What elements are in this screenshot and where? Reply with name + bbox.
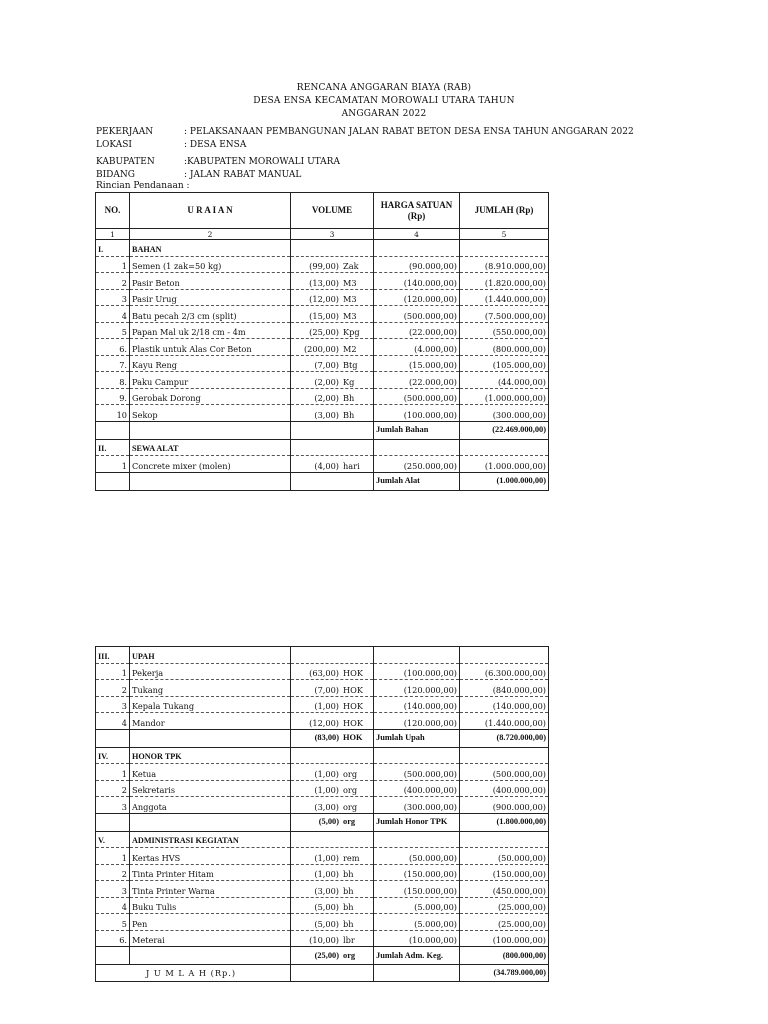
volume-unit: Bh: [343, 409, 355, 420]
empty-cell: [460, 747, 549, 764]
volume-unit: M3: [343, 310, 357, 321]
section-total-label: Jumlah Honor TPK: [374, 813, 460, 831]
column-index: 5: [460, 229, 549, 240]
item-name: Anggota: [130, 797, 291, 814]
item-name: Kayu Reng: [130, 355, 291, 372]
header-volume: VOLUME: [291, 193, 374, 229]
volume-unit: Zak: [343, 261, 359, 271]
item-volume: [291, 355, 374, 372]
total-volume-unit: org: [343, 817, 356, 826]
table-row: [96, 339, 549, 356]
section-total-row: [96, 729, 549, 747]
table-row: [96, 764, 549, 781]
item-total: (1.440.000,00): [460, 289, 549, 306]
item-total: (7.500.000,00): [460, 306, 549, 323]
table-row: [96, 405, 549, 422]
volume-unit: bh: [343, 902, 354, 912]
item-volume: [291, 339, 374, 356]
item-name: Meterai: [130, 930, 291, 947]
section-header-row: [96, 647, 549, 664]
item-total: (50.000,00): [460, 848, 549, 865]
volume-value: (99,00): [309, 261, 339, 271]
section-total-row: [96, 947, 549, 965]
item-volume: [291, 764, 374, 781]
item-volume: [291, 780, 374, 797]
item-total: (140.000,00): [460, 696, 549, 713]
volume-unit: M3: [343, 294, 357, 304]
table-row: [96, 355, 549, 372]
item-name: Mandor: [130, 713, 291, 730]
section-number: IV.: [96, 747, 130, 764]
section-total-volume: [291, 472, 374, 490]
item-number: 2: [96, 273, 130, 290]
section-header-row: [96, 747, 549, 764]
empty-cell: [96, 472, 130, 490]
info-label: PEKERJAAN: [96, 127, 154, 137]
item-number: 1: [96, 256, 130, 273]
item-unit-price: (120.000,00): [374, 289, 460, 306]
section-title: BAHAN: [130, 240, 291, 257]
item-total: (6.300.000,00): [460, 663, 549, 680]
item-number: 1: [96, 764, 130, 781]
grand-total-empty: [374, 965, 460, 982]
empty-cell: [374, 240, 460, 257]
item-volume: [291, 456, 374, 473]
item-name: Pasir Beton: [130, 273, 291, 290]
total-volume-value: (83,00): [314, 733, 339, 742]
section-title: UPAH: [130, 647, 291, 664]
item-volume: [291, 256, 374, 273]
document-subtitle: DESA ENSA KECAMATAN MOROWALI UTARA TAHUN: [253, 96, 515, 106]
section-total-row: [96, 472, 549, 490]
section-total-volume: [291, 729, 374, 747]
section-title: ADMINISTRASI KEGIATAN: [130, 831, 291, 848]
item-volume: [291, 696, 374, 713]
section-total-value: (1.000.000,00): [460, 472, 549, 490]
section-number: III.: [96, 647, 130, 664]
total-volume-value: (25,00): [314, 950, 339, 960]
section-total-volume: [291, 947, 374, 965]
item-unit-price: (500.000,00): [374, 764, 460, 781]
volume-value: (1,00): [314, 701, 339, 711]
item-unit-price: (10.000,00): [374, 930, 460, 947]
empty-cell: [460, 831, 549, 848]
item-volume: [291, 405, 374, 422]
info-label: KABUPATEN: [96, 157, 155, 167]
table-row: [96, 289, 549, 306]
empty-cell: [291, 240, 374, 257]
item-unit-price: (140.000,00): [374, 696, 460, 713]
item-number: 1: [96, 663, 130, 680]
item-name: Ketua: [130, 764, 291, 781]
item-number: 4: [96, 897, 130, 914]
item-total: (1.000.000,00): [460, 388, 549, 405]
item-number: 2: [96, 680, 130, 697]
item-unit-price: (4.000,00): [374, 339, 460, 356]
item-volume: [291, 881, 374, 898]
volume-unit: org: [343, 785, 358, 795]
section-total-label: Jumlah Bahan: [374, 421, 460, 439]
item-volume: [291, 273, 374, 290]
info-label: Rincian Pendanaan: [96, 181, 184, 191]
empty-cell: [130, 813, 291, 831]
item-volume: [291, 848, 374, 865]
item-number: 7.: [96, 355, 130, 372]
item-unit-price: (150.000,00): [374, 864, 460, 881]
empty-cell: [96, 729, 130, 747]
empty-cell: [291, 647, 374, 664]
item-number: 3: [96, 696, 130, 713]
volume-value: (2,00): [314, 393, 339, 403]
volume-value: (3,00): [314, 801, 339, 812]
info-label: BIDANG: [96, 170, 135, 180]
section-total-volume: [291, 813, 374, 831]
item-name: Gerobak Dorong: [130, 388, 291, 405]
total-volume-unit: org: [343, 950, 356, 960]
info-value: : JALAN RABAT MANUAL: [184, 170, 302, 180]
grand-total-value: (34.789.000,00): [460, 965, 549, 982]
empty-cell: [96, 421, 130, 439]
empty-cell: [460, 439, 549, 456]
item-total: (105.000,00): [460, 355, 549, 372]
empty-cell: [96, 947, 130, 965]
item-unit-price: (90.000,00): [374, 256, 460, 273]
item-number: 8.: [96, 372, 130, 389]
item-number: 3: [96, 881, 130, 898]
volume-unit: Bh: [343, 393, 355, 403]
info-value: : PELAKSANAAN PEMBANGUNAN JALAN RABAT BETON DESA ENSA TAHUN ANGGARAN 2022: [184, 127, 634, 137]
table-row: [96, 696, 549, 713]
section-total-value: (800.000,00): [460, 947, 549, 965]
rab-table-part2: [95, 646, 549, 982]
item-total: (8.910.000,00): [460, 256, 549, 273]
item-volume: [291, 322, 374, 339]
empty-cell: [460, 647, 549, 664]
empty-cell: [130, 947, 291, 965]
section-header-row: [96, 439, 549, 456]
empty-cell: [130, 729, 291, 747]
item-total: (400.000,00): [460, 780, 549, 797]
item-unit-price: (15.000,00): [374, 355, 460, 372]
item-number: 6.: [96, 339, 130, 356]
item-volume: [291, 663, 374, 680]
volume-value: (1,00): [314, 785, 339, 795]
table-row: [96, 914, 549, 931]
info-lokasi: [96, 140, 246, 150]
item-volume: [291, 372, 374, 389]
info-label: LOKASI: [96, 140, 132, 150]
item-number: 10: [96, 405, 130, 422]
document-title: RENCANA ANGGARAN BIAYA (RAB): [296, 83, 472, 93]
volume-value: (2,00): [314, 376, 339, 387]
item-number: 5: [96, 914, 130, 931]
item-name: Paku Campur: [130, 372, 291, 389]
item-total: (44.000,00): [460, 372, 549, 389]
empty-cell: [374, 831, 460, 848]
empty-cell: [291, 747, 374, 764]
section-title: HONOR TPK: [130, 747, 291, 764]
volume-unit: HOK: [343, 717, 363, 728]
item-name: Tukang: [130, 680, 291, 697]
info-pekerjaan: [96, 127, 634, 137]
table-row: [96, 797, 549, 814]
volume-value: (10,00): [309, 935, 339, 945]
item-unit-price: (100.000,00): [374, 663, 460, 680]
section-total-value: (8.720.000,00): [460, 729, 549, 747]
section-title: SEWA ALAT: [130, 439, 291, 456]
item-volume: [291, 797, 374, 814]
volume-value: (1,00): [314, 852, 339, 863]
section-total-volume: [291, 421, 374, 439]
volume-value: (3,00): [314, 409, 339, 420]
item-name: Tinta Printer Hitam: [130, 864, 291, 881]
empty-cell: [96, 813, 130, 831]
table-row: [96, 322, 549, 339]
volume-unit: M2: [343, 343, 357, 354]
volume-value: (5,00): [314, 918, 339, 929]
volume-unit: hari: [343, 460, 360, 471]
info-rincian: [96, 181, 190, 191]
volume-unit: org: [343, 801, 358, 812]
item-name: Buku Tulis: [130, 897, 291, 914]
column-index: 1: [96, 229, 130, 240]
item-unit-price: (22.000,00): [374, 322, 460, 339]
item-unit-price: (500.000,00): [374, 306, 460, 323]
volume-value: (15,00): [309, 310, 339, 321]
grand-total-label: J U M L A H (Rp.): [96, 965, 291, 982]
volume-value: (5,00): [314, 902, 339, 912]
table-row: [96, 663, 549, 680]
item-total: (450.000,00): [460, 881, 549, 898]
table-row: [96, 897, 549, 914]
table-header-row: [96, 193, 549, 229]
item-unit-price: (500.000,00): [374, 388, 460, 405]
item-unit-price: (150.000,00): [374, 881, 460, 898]
empty-cell: [374, 439, 460, 456]
item-name: Kertas HVS: [130, 848, 291, 865]
volume-value: (7,00): [314, 360, 339, 370]
volume-unit: HOK: [343, 684, 363, 695]
table-row: [96, 388, 549, 405]
volume-unit: rem: [343, 852, 360, 863]
table-row: [96, 881, 549, 898]
section-total-label: Jumlah Alat: [374, 472, 460, 490]
item-name: Concrete mixer (molen): [130, 456, 291, 473]
total-volume-value: (5,00): [318, 817, 339, 826]
column-index: 3: [291, 229, 374, 240]
volume-unit: lbr: [343, 935, 355, 945]
item-volume: [291, 864, 374, 881]
item-unit-price: (250.000,00): [374, 456, 460, 473]
item-name: Sekop: [130, 405, 291, 422]
item-name: Semen (1 zak=50 kg): [130, 256, 291, 273]
empty-cell: [130, 421, 291, 439]
volume-value: (200,00): [303, 343, 339, 354]
table-row: [96, 864, 549, 881]
item-total: (900.000,00): [460, 797, 549, 814]
section-total-row: [96, 813, 549, 831]
volume-value: (4,00): [314, 460, 339, 471]
item-number: 3: [96, 289, 130, 306]
volume-unit: Kg: [343, 376, 355, 387]
item-volume: [291, 897, 374, 914]
header-harga: HARGA SATUAN (Rp): [374, 193, 460, 229]
item-number: 4: [96, 713, 130, 730]
volume-value: (1,00): [314, 869, 339, 879]
section-number: II.: [96, 439, 130, 456]
item-name: Sekretaris: [130, 780, 291, 797]
volume-unit: Btg: [343, 360, 358, 370]
table-row: [96, 372, 549, 389]
item-total: (300.000,00): [460, 405, 549, 422]
section-number: I.: [96, 240, 130, 257]
item-unit-price: (50.000,00): [374, 848, 460, 865]
item-number: 5: [96, 322, 130, 339]
item-total: (25.000,00): [460, 897, 549, 914]
info-kabupaten: [96, 157, 340, 167]
info-value: : DESA ENSA: [184, 140, 247, 150]
volume-value: (12,00): [309, 294, 339, 304]
item-unit-price: (22.000,00): [374, 372, 460, 389]
volume-unit: bh: [343, 885, 354, 896]
grand-total-empty: [291, 965, 374, 982]
table-row: [96, 713, 549, 730]
item-name: Tinta Printer Warna: [130, 881, 291, 898]
item-number: 2: [96, 864, 130, 881]
item-name: Kepala Tukang: [130, 696, 291, 713]
item-unit-price: (100.000,00): [374, 405, 460, 422]
info-value: :KABUPATEN MOROWALI UTARA: [184, 157, 340, 167]
item-name: Batu pecah 2/3 cm (split): [130, 306, 291, 323]
item-name: Papan Mal uk 2/18 cm - 4m: [130, 322, 291, 339]
volume-unit: M3: [343, 277, 357, 288]
item-volume: [291, 914, 374, 931]
item-unit-price: (5.000,00): [374, 914, 460, 931]
table-row: [96, 780, 549, 797]
section-header-row: [96, 240, 549, 257]
section-header-row: [96, 831, 549, 848]
volume-unit: HOK: [343, 668, 363, 678]
volume-value: (1,00): [314, 768, 339, 779]
header-jumlah: JUMLAH (Rp): [460, 193, 549, 229]
item-number: 1: [96, 848, 130, 865]
volume-unit: Kpg: [343, 327, 360, 337]
rab-table-part1: [95, 192, 549, 491]
header-no: NO.: [96, 193, 130, 229]
item-number: 3: [96, 797, 130, 814]
item-unit-price: (140.000,00): [374, 273, 460, 290]
volume-value: (12,00): [309, 717, 339, 728]
section-total-label: Jumlah Upah: [374, 729, 460, 747]
volume-value: (25,00): [309, 327, 339, 337]
item-name: Plastik untuk Alas Cor Beton: [130, 339, 291, 356]
item-number: 6.: [96, 930, 130, 947]
column-index: 2: [130, 229, 291, 240]
column-index: 4: [374, 229, 460, 240]
item-number: 4: [96, 306, 130, 323]
table-row: [96, 456, 549, 473]
item-total: (100.000,00): [460, 930, 549, 947]
info-bidang: [96, 170, 301, 180]
section-total-row: [96, 421, 549, 439]
volume-value: (3,00): [314, 885, 339, 896]
item-name: Pasir Urug: [130, 289, 291, 306]
header-uraian: U R A I A N: [130, 193, 291, 229]
section-total-label: Jumlah Adm. Keg.: [374, 947, 460, 965]
volume-unit: bh: [343, 918, 354, 929]
item-name: Pen: [130, 914, 291, 931]
table-row: [96, 930, 549, 947]
item-name: Pekerja: [130, 663, 291, 680]
volume-unit: org: [343, 768, 358, 779]
volume-unit: HOK: [343, 701, 363, 711]
item-unit-price: (120.000,00): [374, 680, 460, 697]
item-volume: [291, 306, 374, 323]
item-volume: [291, 289, 374, 306]
item-number: 9.: [96, 388, 130, 405]
empty-cell: [291, 831, 374, 848]
item-total: (1.440.000,00): [460, 713, 549, 730]
grand-total-row: [96, 965, 549, 982]
document-year: ANGGARAN 2022: [341, 109, 427, 119]
table-row: [96, 680, 549, 697]
volume-value: (63,00): [309, 668, 339, 678]
item-unit-price: (120.000,00): [374, 713, 460, 730]
section-number: V.: [96, 831, 130, 848]
info-value: :: [186, 181, 190, 191]
volume-value: (7,00): [314, 684, 339, 695]
item-number: 2: [96, 780, 130, 797]
item-unit-price: (5.000,00): [374, 897, 460, 914]
item-volume: [291, 680, 374, 697]
table-row: [96, 256, 549, 273]
item-volume: [291, 388, 374, 405]
item-total: (800.000,00): [460, 339, 549, 356]
item-total: (1.000.000,00): [460, 456, 549, 473]
item-total: (840.000,00): [460, 680, 549, 697]
item-unit-price: (300.000,00): [374, 797, 460, 814]
empty-cell: [374, 747, 460, 764]
item-total: (150.000,00): [460, 864, 549, 881]
empty-cell: [460, 240, 549, 257]
empty-cell: [130, 472, 291, 490]
volume-value: (13,00): [309, 277, 339, 288]
item-volume: [291, 930, 374, 947]
volume-unit: bh: [343, 869, 354, 879]
section-total-value: (22.469.000,00): [460, 421, 549, 439]
item-total: (500.000,00): [460, 764, 549, 781]
item-total: (550.000,00): [460, 322, 549, 339]
item-unit-price: (400.000,00): [374, 780, 460, 797]
item-volume: [291, 713, 374, 730]
empty-cell: [374, 647, 460, 664]
column-index-row: [96, 229, 549, 240]
empty-cell: [291, 439, 374, 456]
section-total-value: (1.800.000,00): [460, 813, 549, 831]
item-number: 1: [96, 456, 130, 473]
table-row: [96, 306, 549, 323]
table-row: [96, 273, 549, 290]
total-volume-unit: HOK: [343, 733, 363, 742]
item-total: (1.820.000,00): [460, 273, 549, 290]
table-row: [96, 848, 549, 865]
item-total: (25.000,00): [460, 914, 549, 931]
